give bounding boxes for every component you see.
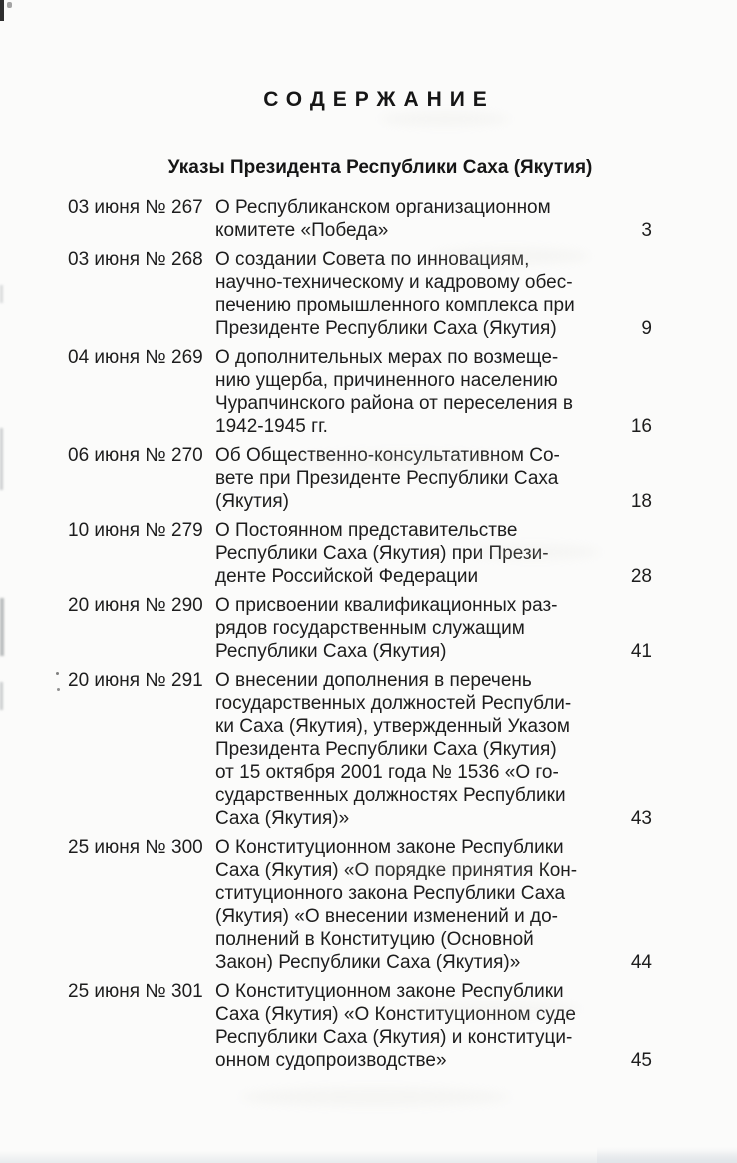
entry-title-line: Президенте Республики Саха (Якутия) xyxy=(215,318,557,339)
entry-title-line: О создании Совета по инновациям, xyxy=(215,249,530,270)
entry-page-number: 16 xyxy=(630,416,652,437)
toc-entry xyxy=(68,836,652,974)
entry-title-line: нию ущерба, причиненного населению xyxy=(215,370,558,391)
entry-title-line: О внесении дополнения в перечень xyxy=(215,670,532,691)
entry-date: 06 июня № 270 xyxy=(68,445,203,466)
entry-title xyxy=(215,444,615,513)
entry-date: 04 июня № 269 xyxy=(68,347,203,368)
entry-date: 25 июня № 300 xyxy=(68,837,203,858)
entry-page-number: 45 xyxy=(630,1050,652,1071)
entry-title-line: Чурапчинского района от переселения в xyxy=(215,393,573,414)
entry-page-number: 9 xyxy=(641,318,652,339)
entry-date: 25 июня № 301 xyxy=(68,981,203,1002)
entry-title-line: сударственных должностях Республики xyxy=(215,785,566,806)
entry-title-line: Республики Саха (Якутия) xyxy=(215,641,447,662)
entry-title-line: Республики Саха (Якутия) и конституци- xyxy=(215,1027,573,1048)
entry-page-number: 44 xyxy=(630,952,652,973)
scan-artifact-speck xyxy=(56,672,59,675)
entry-title-line: О Республиканском организационном xyxy=(215,197,551,218)
scan-artifact-corner-dot xyxy=(7,2,12,8)
entry-title-line: государственных должностей Республи- xyxy=(215,693,572,714)
entry-title-line: научно-техническому и кадровому обес- xyxy=(215,272,573,293)
entry-date: 03 июня № 268 xyxy=(68,249,203,270)
entry-date: 03 июня № 267 xyxy=(68,197,203,218)
scan-artifact-bottom-strip xyxy=(0,1151,737,1163)
entry-title-line: О Конституционном законе Республики xyxy=(215,837,564,858)
entry-title xyxy=(215,980,615,1072)
scan-artifact-corner-mark xyxy=(0,0,4,21)
scan-artifact-edge-smudge xyxy=(0,285,3,303)
entry-title-line: О Конституционном законе Республики xyxy=(215,981,564,1002)
entry-title-line: от 15 октября 2001 года № 1536 «О го- xyxy=(215,762,559,783)
scan-noise-blob xyxy=(240,1088,510,1106)
scan-artifact-edge-smudge xyxy=(0,598,4,656)
entry-title xyxy=(215,594,615,663)
toc-entry xyxy=(68,980,652,1072)
entry-title xyxy=(215,346,615,438)
entry-title-line: О дополнительных мерах по возмеще- xyxy=(215,347,559,368)
scan-artifact-edge-smudge xyxy=(0,428,3,490)
toc-entry xyxy=(68,346,652,438)
entry-title-line: Президента Республики Саха (Якутия) xyxy=(215,739,557,760)
scan-artifact-speck xyxy=(57,688,60,691)
section-heading: Указы Президента Республики Саха (Якутия) xyxy=(167,157,593,178)
entry-title-line: О Постоянном представительстве xyxy=(215,520,518,541)
entry-title-line: онном судопроизводстве» xyxy=(215,1050,447,1071)
toc-content xyxy=(68,0,652,1078)
entry-title xyxy=(215,248,615,340)
entry-title-line: денте Российской Федерации xyxy=(215,566,479,587)
entry-title-line: ституционного закона Республики Саха xyxy=(215,883,566,904)
entry-date: 20 июня № 291 xyxy=(68,670,203,691)
entry-page-number: 28 xyxy=(630,566,652,587)
entry-title-line: О присвоении квалификационных раз- xyxy=(215,595,558,616)
entry-title-line: Об Общественно-консультативном Со- xyxy=(215,445,560,466)
toc-entry xyxy=(68,248,652,340)
entry-page-number: 18 xyxy=(630,491,652,512)
page-title: СОДЕРЖАНИЕ xyxy=(263,88,495,111)
entry-title-line: Саха (Якутия) «О Конституционном суде xyxy=(215,1004,576,1025)
entry-title xyxy=(215,519,615,588)
entry-title-line: (Якутия) «О внесении изменений и до- xyxy=(215,906,559,927)
entry-title-line: полнений в Конституцию (Основной xyxy=(215,929,534,950)
entry-title xyxy=(215,196,615,242)
entry-title-line: рядов государственным служащим xyxy=(215,618,525,639)
entry-page-number: 3 xyxy=(641,220,652,241)
entry-date: 10 июня № 279 xyxy=(68,520,203,541)
toc-entries xyxy=(68,196,652,1072)
entry-title-line: печению промышленного комплекса при xyxy=(215,295,575,316)
toc-entry xyxy=(68,196,652,242)
entry-title-line: Саха (Якутия)» xyxy=(215,808,350,829)
toc-entry xyxy=(68,519,652,588)
toc-entry xyxy=(68,594,652,663)
entry-title-line: 1942-1945 гг. xyxy=(215,416,328,437)
entry-page-number: 43 xyxy=(630,808,652,829)
entry-page-number: 41 xyxy=(630,641,652,662)
entry-date: 20 июня № 290 xyxy=(68,595,203,616)
entry-title-line: Республики Саха (Якутия) при Прези- xyxy=(215,543,549,564)
entry-title-line: Саха (Якутия) «О порядке принятия Кон- xyxy=(215,860,578,881)
entry-title xyxy=(215,669,615,830)
entry-title xyxy=(215,836,615,974)
toc-entry xyxy=(68,669,652,830)
entry-title-line: комитете «Победа» xyxy=(215,220,389,241)
scan-artifact-bottom-strip-right xyxy=(597,1147,737,1163)
entry-title-line: ки Саха (Якутия), утвержденный Указом xyxy=(215,716,570,737)
entry-title-line: вете при Президенте Республики Саха xyxy=(215,468,559,489)
entry-title-line: Закон) Республики Саха (Якутия)» xyxy=(215,952,521,973)
toc-entry xyxy=(68,444,652,513)
entry-title-line: (Якутия) xyxy=(215,491,290,512)
scan-artifact-edge-smudge xyxy=(0,682,3,710)
